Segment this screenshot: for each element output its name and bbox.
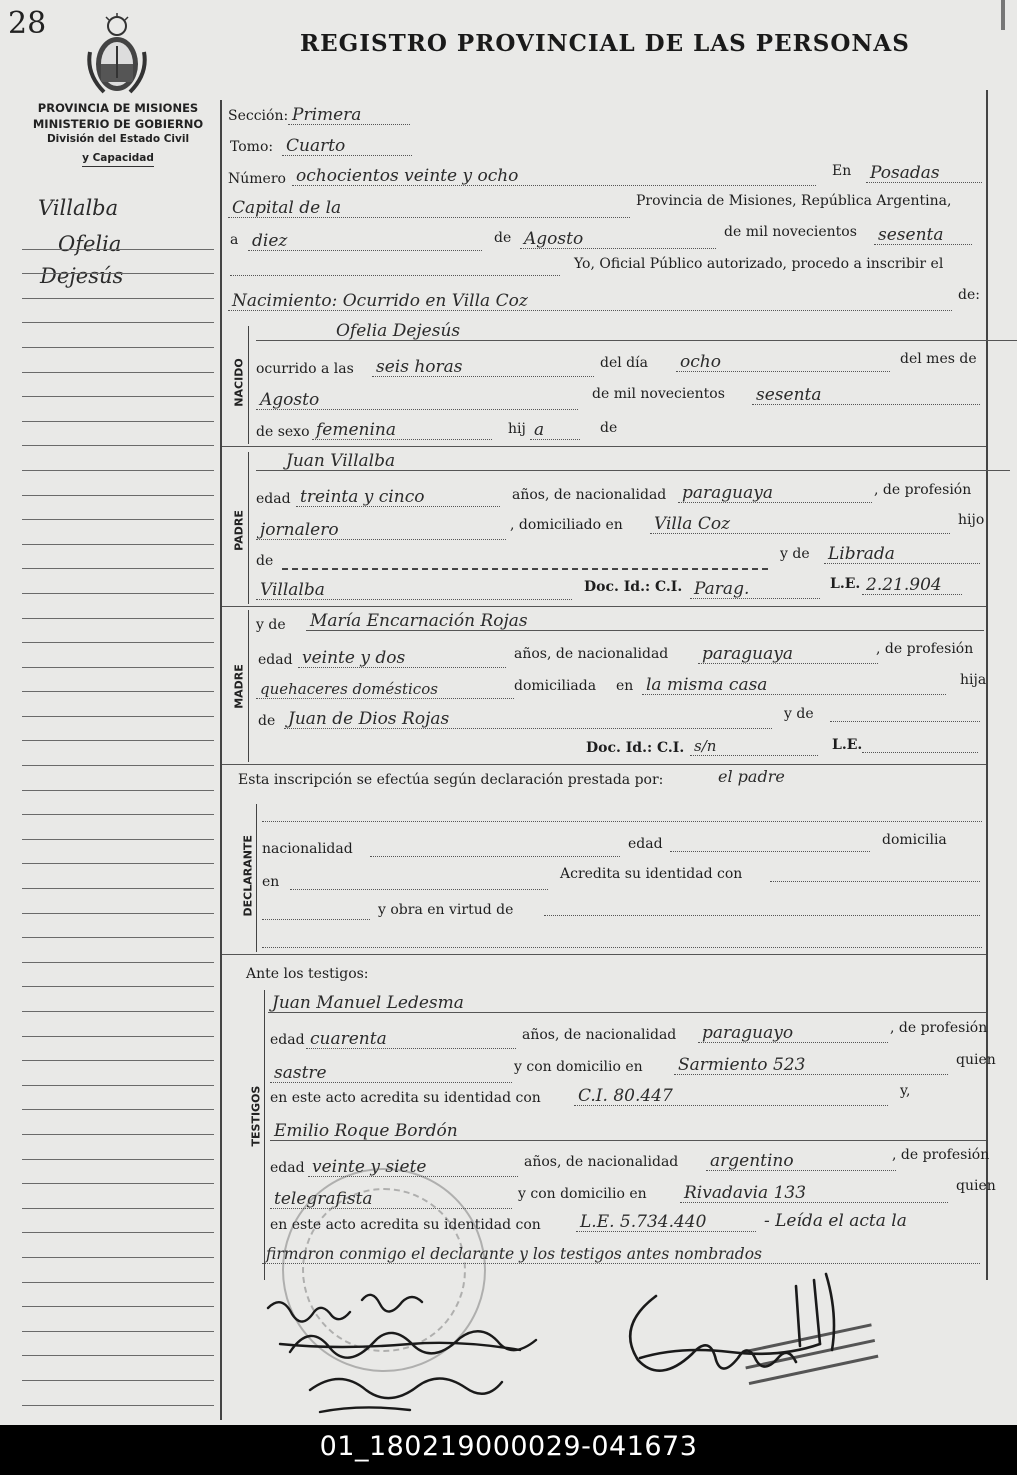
mes-value: Agosto xyxy=(520,230,716,249)
signatures-icon xyxy=(250,1282,580,1422)
testigo2-quien-label: quien xyxy=(956,1178,996,1194)
dia-nacimiento-value: ocho xyxy=(676,353,890,372)
ante-testigos-label: Ante los testigos: xyxy=(246,966,369,982)
margin-ruled-lines xyxy=(22,225,214,1406)
margin-surname: Villalba xyxy=(38,196,119,220)
madre-profesion-label: , de profesión xyxy=(876,641,974,657)
madre-anios-label: años, de nacionalidad xyxy=(514,646,669,662)
testigos-section-line xyxy=(264,990,265,1280)
padre-label: PADRE xyxy=(232,510,246,551)
declarante-en-blank xyxy=(290,888,548,890)
closing-inline: - Leída el acta la xyxy=(764,1211,907,1231)
testigo2-acredita-label: en este acto acredita su identidad con xyxy=(270,1217,541,1233)
madre-y-de-label: y de xyxy=(256,617,286,633)
declarante-domicilia-label: domicilia xyxy=(882,832,947,848)
declarante-name-blank xyxy=(262,820,982,822)
anio-value: sesenta xyxy=(874,226,972,245)
right-frame-line xyxy=(986,90,988,1280)
declarante-doc-blank xyxy=(262,918,370,920)
dia-value: diez xyxy=(248,232,482,251)
office-province: PROVINCIA DE MISIONES xyxy=(37,101,199,115)
testigo1-doc-value: C.I. 80.447 xyxy=(574,1087,888,1106)
sexo-label: de sexo xyxy=(256,424,310,440)
declarante-obra-label: y obra en virtud de xyxy=(378,902,514,918)
madre-doc-value: s/n xyxy=(690,737,818,756)
hijo-label: hijo xyxy=(958,512,985,528)
padre-domicilio-value: Villa Coz xyxy=(650,515,950,534)
del-mes-label: del mes de xyxy=(900,351,977,367)
testigo2-domicilio-label: y con domicilio en xyxy=(518,1186,647,1202)
hora-value: seis horas xyxy=(372,358,594,377)
nacido-name: Ofelia Dejesús xyxy=(256,322,1017,341)
office-division: División del Estado Civil xyxy=(46,133,190,145)
nacido-label: NACIDO xyxy=(232,358,246,407)
testigo2-domicilio-value: Rivadavia 133 xyxy=(680,1184,948,1203)
padre-edad-value: treinta y cinco xyxy=(296,488,500,507)
declarante-edad-label: edad xyxy=(628,836,663,852)
section-divider xyxy=(222,764,986,765)
testigo1-edad-label: edad xyxy=(270,1032,305,1048)
nacido-mil-label: de mil novecientos xyxy=(592,386,725,402)
testigo1-anios-label: años, de nacionalidad xyxy=(522,1027,677,1043)
abuela-materna-blank xyxy=(830,720,980,722)
office-ministry: MINISTERIO DE GOBIERNO xyxy=(32,117,204,131)
testigo2-nacionalidad-value: argentino xyxy=(706,1152,896,1171)
testigo2-anios-label: años, de nacionalidad xyxy=(524,1154,679,1170)
declarante-section-line xyxy=(256,804,257,952)
padre-edad-label: edad xyxy=(256,491,291,507)
madre-domicilio-value: la misma casa xyxy=(642,676,946,695)
testigo1-acredita-label: en este acto acredita su identidad con xyxy=(270,1090,541,1106)
padre-de-blank xyxy=(282,567,768,570)
nacido-section-line xyxy=(248,326,249,444)
coat-of-arms-icon xyxy=(84,12,150,98)
testigo1-edad-value: cuarenta xyxy=(306,1030,516,1049)
blank-line xyxy=(230,274,560,276)
testigo2-edad-label: edad xyxy=(270,1160,305,1176)
declarante-extra-blank xyxy=(262,946,982,948)
padre-anios-label: años, de nacionalidad xyxy=(512,487,667,503)
testigo2-doc-value: L.E. 5.734.440 xyxy=(576,1213,756,1232)
hij-label: hij xyxy=(508,421,526,437)
en-value: Posadas xyxy=(866,164,982,183)
office-capacity: y Capacidad xyxy=(82,151,154,167)
seccion-value: Primera xyxy=(288,106,410,125)
madre-label: MADRE xyxy=(232,664,246,709)
hija-label: hija xyxy=(960,672,987,688)
left-frame-line xyxy=(220,100,222,1420)
padre-le-value: 2.21.904 xyxy=(862,576,962,595)
officer-signature-icon xyxy=(600,1266,860,1396)
padre-doc-label: Doc. Id.: C.I. xyxy=(584,579,683,595)
scan-identifier: 01_180219000029-041673 xyxy=(0,1425,1017,1475)
anio-nacimiento-value: sesenta xyxy=(752,386,980,405)
padre-nacionalidad-value: paraguaya xyxy=(678,484,872,503)
margin-second-name: Dejesús xyxy=(40,264,124,288)
testigo2-name: Emilio Roque Bordón xyxy=(270,1122,986,1141)
testigo1-domicilio-label: y con domicilio en xyxy=(514,1059,643,1075)
madre-doc-label: Doc. Id.: C.I. xyxy=(586,740,685,756)
madre-en-label: en xyxy=(616,678,634,694)
declarante-acredita-label: Acredita su identidad con xyxy=(560,866,743,882)
a-label: a xyxy=(230,232,239,248)
binding-mark xyxy=(1001,0,1005,30)
padre-section-line xyxy=(248,452,249,604)
madre-profesion-value: quehaceres domésticos xyxy=(256,680,514,699)
madre-name: María Encarnación Rojas xyxy=(306,612,984,631)
declarante-label: DECLARANTE xyxy=(241,835,255,917)
en-label: En xyxy=(832,163,852,179)
madre-edad-label: edad xyxy=(258,652,293,668)
abuelo-materno-value: Juan de Dios Rojas xyxy=(284,710,772,729)
section-divider xyxy=(222,606,986,607)
de-label: de xyxy=(494,230,512,246)
hij-value: a xyxy=(530,421,580,440)
padre-doc-value: Parag. xyxy=(690,580,820,599)
tomo-value: Cuarto xyxy=(282,137,412,156)
section-divider xyxy=(222,446,986,447)
numero-value: ochocientos veinte y ocho xyxy=(292,167,816,186)
declarante-nacionalidad-label: nacionalidad xyxy=(262,841,353,857)
closing-line: firmaron conmigo el declarante y los testigos antes nombrados xyxy=(262,1245,980,1264)
capital-value: Capital de la xyxy=(228,199,630,218)
testigo1-quien-label: quien xyxy=(956,1052,996,1068)
testigo2-profesion-value: telegrafista xyxy=(270,1190,512,1209)
issuing-office xyxy=(18,100,218,167)
padre-de-label: de xyxy=(256,553,274,569)
testigo1-profesion-label: , de profesión xyxy=(890,1020,988,1036)
ocurrido-label: ocurrido a las xyxy=(256,361,354,377)
madre-y-de2-label: y de xyxy=(784,706,814,722)
testigo1-domicilio-value: Sarmiento 523 xyxy=(674,1056,948,1075)
testigo2-profesion-label: , de profesión xyxy=(892,1147,990,1163)
testigo1-profesion-value: sastre xyxy=(270,1064,512,1083)
testigo1-nacionalidad-value: paraguayo xyxy=(698,1024,888,1043)
padre-y-de-label: y de xyxy=(780,546,810,562)
declarante-obra-blank xyxy=(544,914,980,916)
section-divider xyxy=(222,954,986,955)
padre-profesion-label: , de profesión xyxy=(874,482,972,498)
declarante-acredita-blank xyxy=(770,880,980,882)
page-number: 28 xyxy=(8,6,47,41)
nacido-de-label: de xyxy=(600,420,618,436)
acto-value: Nacimiento: Ocurrido en Villa Coz xyxy=(228,292,952,311)
declarante-edad-blank xyxy=(670,850,870,852)
padre-name: Juan Villalba xyxy=(256,452,1010,471)
abuela-value: Librada xyxy=(824,545,980,564)
padre-domiciliado-label: , domiciliado en xyxy=(510,517,623,533)
declarante-en-label: en xyxy=(262,874,280,890)
tomo-label: Tomo: xyxy=(230,139,274,155)
madre-nacionalidad-value: paraguaya xyxy=(698,645,878,664)
testigo2-edad-value: veinte y siete xyxy=(308,1158,518,1177)
page-title: REGISTRO PROVINCIAL DE LAS PERSONAS xyxy=(300,30,910,57)
margin-first-name: Ofelia xyxy=(58,232,122,256)
testigo1-y-label: y, xyxy=(900,1083,911,1099)
del-dia-label: del día xyxy=(600,355,648,371)
madre-le-label: L.E. xyxy=(832,737,863,753)
madre-domiciliada-label: domiciliada xyxy=(514,678,597,694)
oficial-text: Yo, Oficial Público autorizado, procedo a inscribir el xyxy=(574,256,944,272)
mil-label: de mil novecientos xyxy=(724,224,857,240)
provincia-text: Provincia de Misiones, República Argentina, xyxy=(636,193,952,209)
sexo-value: femenina xyxy=(312,421,492,440)
padre-profesion-value: jornalero xyxy=(256,521,506,540)
mes-nacimiento-value: Agosto xyxy=(256,391,578,410)
madre-le-blank xyxy=(862,751,978,753)
madre-section-line xyxy=(248,610,249,762)
declaracion-value: el padre xyxy=(718,767,785,786)
madre-edad-value: veinte y dos xyxy=(298,649,506,668)
numero-label: Número xyxy=(228,171,286,187)
declaracion-text: Esta inscripción se efectúa según declaración prestada por: xyxy=(238,772,664,788)
abuela-apellido-value: Villalba xyxy=(256,581,572,600)
padre-le-label: L.E. xyxy=(830,576,861,592)
testigos-label: TESTIGOS xyxy=(249,1085,263,1147)
testigo1-name: Juan Manuel Ledesma xyxy=(268,994,986,1013)
madre-de-label: de xyxy=(258,713,276,729)
declarante-nacionalidad-blank xyxy=(370,855,620,857)
seccion-label: Sección: xyxy=(228,108,289,124)
de-colon: de: xyxy=(958,287,980,303)
